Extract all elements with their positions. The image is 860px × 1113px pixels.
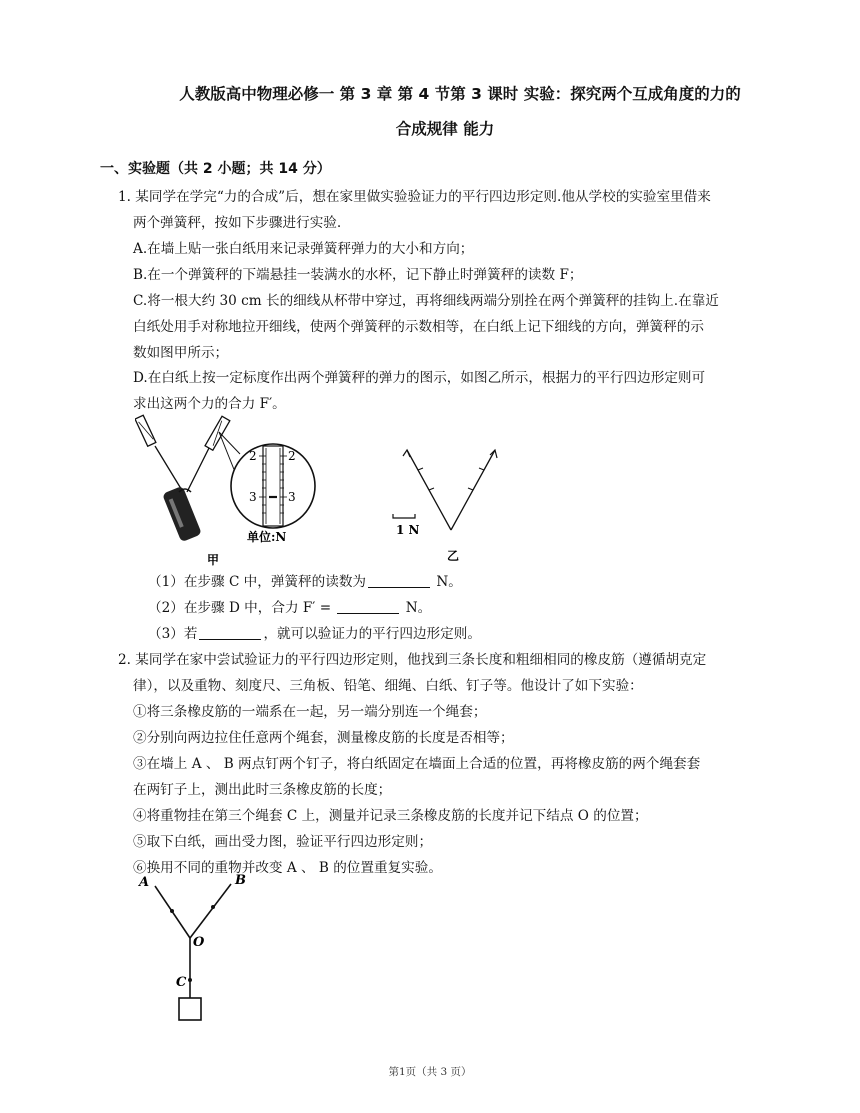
right-spring-scale	[205, 416, 230, 450]
section-heading: 一、实验题（共 2 小题；共 14 分）	[100, 161, 331, 177]
q2-step1: ①将三条橡皮筋的一端系在一起，另一端分别连一个绳套；	[133, 704, 487, 720]
q1-sub3	[148, 622, 481, 642]
scale-bar	[393, 514, 415, 518]
left-spring-scale	[135, 415, 156, 446]
q1-step-a: A.在墙上贴一张白纸用来记录弹簧秤弹力的大小和方向；	[133, 241, 474, 257]
q1-sub3-rest: ，就可以验证力的平行四边形定则。	[263, 626, 481, 642]
answer-blank-1[interactable]	[368, 573, 430, 588]
q1-line1: 1. 某同学在学完“力的合成”后，想在家里做实验验证力的平行四边形定则.他从学校的实验室里借来	[118, 189, 711, 205]
doc-title-line2: 合成规律 能力	[395, 120, 495, 138]
scale-label-2-left: 2	[249, 449, 257, 463]
label-b: B	[235, 873, 246, 888]
q1-sub2	[148, 596, 431, 616]
figure-yi-label: 乙	[447, 549, 460, 563]
q2-step5: ⑤取下白纸，画出受力图，验证平行四边形定则；	[133, 834, 433, 850]
q2-line1: 2. 某同学在家中尝试验证力的平行四边形定则，他找到三条长度和粗细相同的橡皮筋（遵循胡克定	[118, 652, 707, 668]
q1-line2: 两个弹簧秤，按如下步骤进行实验.	[133, 215, 342, 231]
q2-step3: ③在墙上 A 、 B 两点钉两个钉子，将白纸固定在墙面上合适的位置，再将橡皮筋的两个绳套套	[133, 756, 701, 772]
q1-step-d-cont: 求出这两个力的合力 F′。	[133, 396, 286, 412]
q1-sub1	[148, 570, 462, 590]
scale-bar-label: 1 N	[396, 523, 420, 537]
unit-label: 单位:N	[247, 530, 287, 544]
label-c: C	[176, 975, 187, 990]
q2-step6: ⑥换用不同的重物并改变 A 、 B 的位置重复实验。	[133, 860, 442, 876]
answer-blank-3[interactable]	[199, 625, 261, 640]
figure-jia-label: 甲	[207, 553, 220, 567]
figure-jia	[135, 412, 335, 572]
q1-sub1-text: （1）在步骤 C 中，弹簧秤的读数为	[148, 574, 367, 590]
doc-title-line1: 人教版高中物理必修一 第 3 章 第 4 节第 3 课时 实验：探究两个互成角度的力的	[179, 85, 741, 103]
q1-sub3-text: （3）若	[148, 626, 198, 642]
q1-step-c-cont2: 数如图甲所示；	[133, 345, 229, 361]
scale-label-2-right: 2	[288, 449, 296, 463]
q2-step4: ④将重物挂在第三个绳套 C 上，测量并记录三条橡皮筋的长度并记下结点 O 的位置；	[133, 808, 648, 824]
weight-block	[179, 998, 201, 1020]
scale-label-3-left: 3	[249, 490, 257, 504]
scale-label-3-right: 3	[288, 490, 296, 504]
q1-step-c-cont1: 白纸处用手对称地拉开细线，使两个弹簧秤的示数相等，在白纸上记下细线的方向，弹簧秤的示	[133, 319, 704, 335]
q2-line2: 律），以及重物、刻度尺、三角板、铅笔、细绳、白纸、钉子等。他设计了如下实验：	[133, 678, 643, 694]
page-footer: 第1页（共 3 页）	[388, 1066, 472, 1078]
q2-step3-cont: 在两钉子上，测出此时三条橡皮筋的长度；	[133, 782, 392, 798]
water-cup	[162, 486, 202, 542]
q1-step-d: D.在白纸上按一定标度作出两个弹簧秤的弹力的图示，如图乙所示，根据力的平行四边形定则可	[133, 370, 706, 386]
q1-sub2-text: （2）在步骤 D 中，合力 F′ =	[148, 600, 336, 616]
q1-sub2-unit: N。	[401, 600, 432, 616]
label-o: O	[193, 935, 205, 950]
figure-yi	[385, 440, 515, 570]
q1-step-c: C.将一根大约 30 cm 长的细线从杯带中穿过，再将细线两端分别拴在两个弹簧秤的挂钩上.在靠近	[133, 293, 719, 309]
band-ob	[190, 884, 231, 938]
answer-blank-2[interactable]	[337, 599, 399, 614]
q2-step2: ②分别向两边拉住任意两个绳套，测量橡皮筋的长度是否相等；	[133, 730, 514, 746]
q1-step-b: B.在一个弹簧秤的下端悬挂一装满水的水杯，记下静止时弹簧秤的读数 F；	[133, 267, 583, 283]
figure-q2-rubber-bands	[135, 868, 265, 1028]
label-a: A	[139, 875, 150, 890]
q1-sub1-unit: N。	[432, 574, 462, 590]
